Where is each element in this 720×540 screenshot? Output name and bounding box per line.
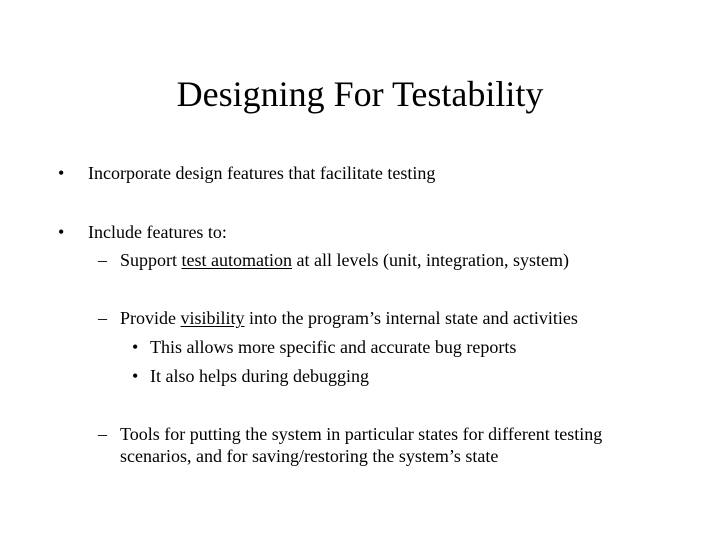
bullet-marker: •: [58, 222, 65, 242]
subitem-text-line-1: Tools for putting the system in particular states for different testing: [120, 424, 603, 444]
dash-marker: –: [98, 424, 107, 444]
underlined-term: visibility: [180, 308, 245, 328]
subitem-text-pre: Support: [120, 250, 182, 270]
subitem-text-line-2: scenarios, and for saving/restoring the system’s state: [120, 446, 499, 466]
sub-bullet-marker: •: [132, 366, 139, 386]
sub-bullet-text: It also helps during debugging: [150, 366, 369, 386]
bullet-text: Incorporate design features that facilitate testing: [88, 163, 436, 183]
subitem-text-pre: Provide: [120, 308, 181, 328]
bullet-text: Include features to:: [88, 222, 227, 242]
sub-bullet-marker: •: [132, 337, 139, 357]
underlined-term: test automation: [181, 250, 292, 270]
subitem-text-post: at all levels (unit, integration, system): [292, 250, 569, 270]
subitem-text: [120, 307, 578, 329]
dash-marker: –: [98, 308, 107, 328]
dash-marker: –: [98, 250, 107, 270]
bullet-marker: •: [58, 163, 65, 183]
subitem-text: [120, 249, 569, 271]
sub-bullet-text: This allows more specific and accurate bug reports: [150, 337, 517, 357]
subitem-text-post: into the program’s internal state and activities: [244, 308, 578, 328]
slide-title: Designing For Testability: [176, 74, 544, 114]
